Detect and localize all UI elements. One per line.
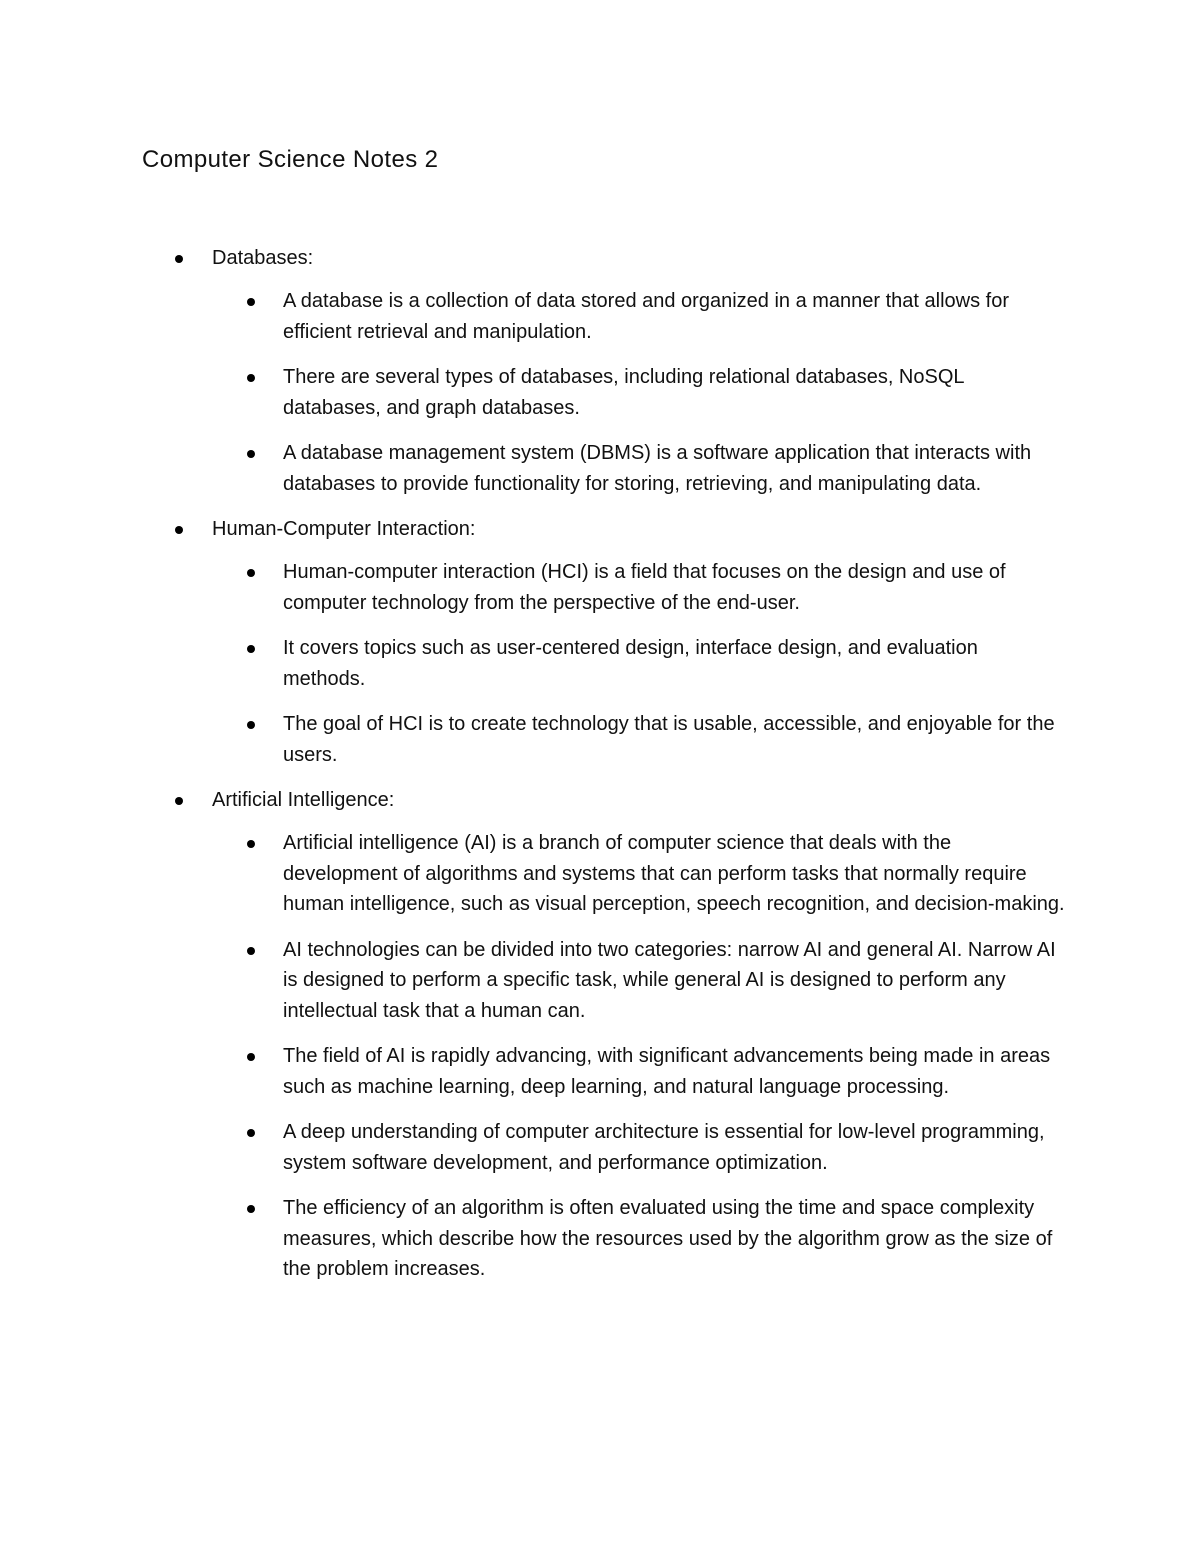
list-item-text: Artificial intelligence (AI) is a branch of computer science that deals with the development of algorithms and systems that can perform tasks that normally require human intelligence, such as visual perception, speech recognition, and decision-making. bbox=[283, 832, 1065, 915]
list-item bbox=[0, 633, 1200, 694]
section-heading bbox=[0, 785, 1200, 816]
bullet-icon bbox=[247, 1129, 255, 1137]
list-item-text: AI technologies can be divided into two categories: narrow AI and general AI. Narrow AI is designed to perform a specific task, while general AI is designed to perform any intellectual task that a human can. bbox=[283, 938, 1056, 1022]
section-hci bbox=[0, 514, 1200, 770]
bullet-icon bbox=[247, 645, 255, 653]
bullet-icon bbox=[175, 255, 183, 263]
sub-list bbox=[0, 828, 1200, 1285]
sub-list bbox=[0, 557, 1200, 770]
bullet-icon bbox=[247, 1053, 255, 1061]
section-heading-text: Human-Computer Interaction: bbox=[212, 518, 476, 540]
list-item bbox=[0, 557, 1200, 618]
bullet-icon bbox=[247, 569, 255, 577]
sub-list bbox=[0, 286, 1200, 499]
page-title: Computer Science Notes 2 bbox=[142, 146, 439, 173]
section-heading-text: Databases: bbox=[212, 247, 314, 269]
bullet-icon bbox=[247, 450, 255, 458]
notes-list bbox=[0, 243, 1200, 1300]
list-item-text: The efficiency of an algorithm is often evaluated using the time and space complexity measures, which describe how the resources used by the algorithm grow as the size of the problem increases. bbox=[283, 1197, 1053, 1280]
bullet-icon bbox=[247, 947, 255, 955]
list-item-text: There are several types of databases, including relational databases, NoSQL databases, and graph databases. bbox=[283, 366, 964, 419]
list-item bbox=[0, 286, 1200, 347]
bullet-icon bbox=[175, 526, 183, 534]
bullet-icon bbox=[247, 840, 255, 848]
list-item-text: The field of AI is rapidly advancing, with significant advancements being made in areas such as machine learning, deep learning, and natural language processing. bbox=[283, 1045, 1051, 1098]
list-item-text: Human-computer interaction (HCI) is a field that focuses on the design and use of computer technology from the perspective of the end-user. bbox=[283, 561, 1006, 614]
list-item bbox=[0, 1117, 1200, 1178]
section-ai bbox=[0, 785, 1200, 1285]
list-item-text: A database is a collection of data stored and organized in a manner that allows for efficient retrieval and manipulation. bbox=[283, 290, 1010, 343]
bullet-icon bbox=[247, 721, 255, 729]
list-item-text: A deep understanding of computer architecture is essential for low-level programming, system software development, and performance optimization. bbox=[283, 1121, 1045, 1174]
list-item bbox=[0, 935, 1200, 1027]
bullet-icon bbox=[247, 298, 255, 306]
list-item-text: It covers topics such as user-centered design, interface design, and evaluation methods. bbox=[283, 637, 978, 690]
list-item-text: A database management system (DBMS) is a software application that interacts with databases to provide functionality for storing, retrieving, and manipulating data. bbox=[283, 442, 1032, 495]
section-databases bbox=[0, 243, 1200, 499]
section-heading-text: Artificial Intelligence: bbox=[212, 789, 395, 811]
list-item bbox=[0, 362, 1200, 423]
list-item bbox=[0, 828, 1200, 920]
bullet-icon bbox=[247, 1205, 255, 1213]
section-heading bbox=[0, 243, 1200, 274]
bullet-icon bbox=[247, 374, 255, 382]
list-item-text: The goal of HCI is to create technology that is usable, accessible, and enjoyable for the users. bbox=[283, 713, 1055, 766]
section-heading bbox=[0, 514, 1200, 545]
list-item bbox=[0, 1041, 1200, 1102]
bullet-icon bbox=[175, 797, 183, 805]
list-item bbox=[0, 709, 1200, 770]
list-item bbox=[0, 1193, 1200, 1285]
list-item bbox=[0, 438, 1200, 499]
